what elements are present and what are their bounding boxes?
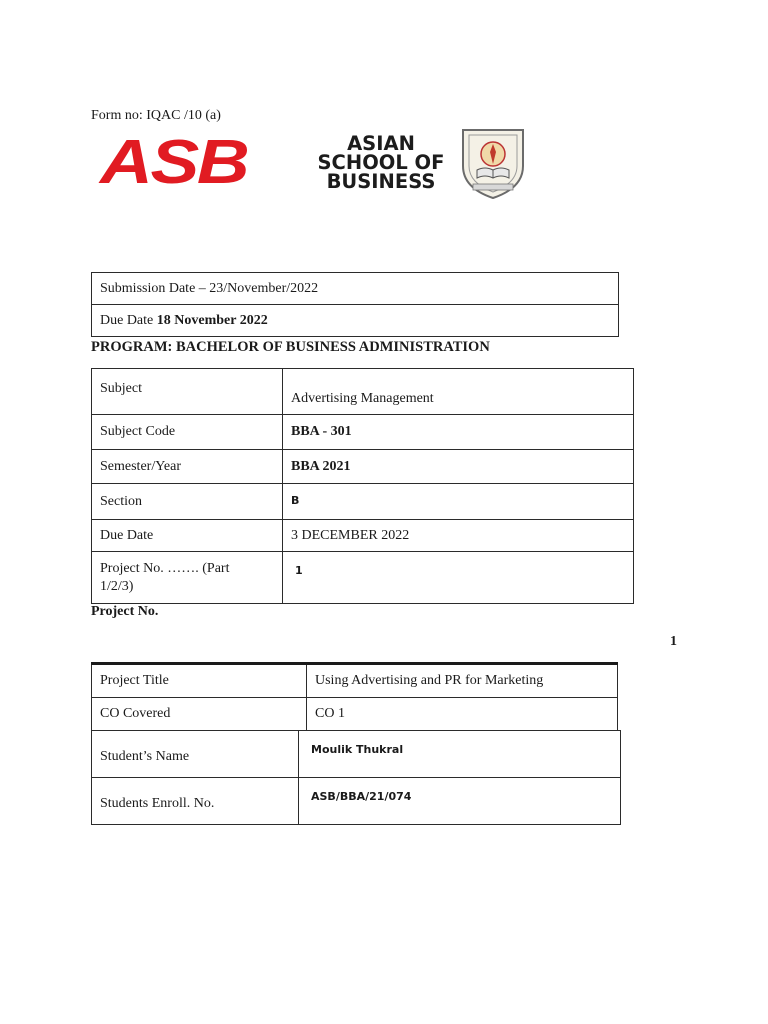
logo-name-line-3: BUSINESS: [326, 170, 436, 193]
student-name-label: Student’s Name: [92, 731, 299, 778]
due-date-label: Due Date: [100, 312, 157, 328]
program-title: PROGRAM: BACHELOR OF BUSINESS ADMINISTRATION: [91, 339, 490, 355]
project-number-value: 1: [283, 552, 634, 604]
table-row: [92, 484, 634, 520]
subject-code-label: Subject Code: [92, 415, 283, 450]
table-row: [92, 552, 634, 604]
logo-name-line-2: SCHOOL OF: [317, 151, 445, 174]
table-row: [92, 369, 634, 415]
due-date-cell: [92, 305, 619, 337]
enroll-number-value: ASB/BBA/21/074: [299, 778, 621, 825]
table-row: [92, 450, 634, 484]
table-row: [92, 698, 618, 731]
project-number-label-line-2: 1/2/3): [100, 579, 134, 594]
due-date-value: 3 DECEMBER 2022: [283, 520, 634, 552]
student-name-value: Moulik Thukral: [299, 731, 621, 778]
due-date-label: Due Date: [92, 520, 283, 552]
enroll-number-label: Students Enroll. No.: [92, 778, 299, 825]
logo-letters: ASB: [100, 128, 248, 197]
semester-label: Semester/Year: [92, 450, 283, 484]
project-number-heading: Project No.: [91, 604, 159, 619]
school-seal-icon: [455, 126, 531, 200]
submission-date: Submission Date – 23/November/2022: [92, 273, 619, 305]
details-table: [91, 368, 634, 604]
project-number-label: [92, 552, 283, 604]
submission-table: [91, 272, 619, 337]
co-covered-value: CO 1: [307, 698, 618, 731]
form-number: Form no: IQAC /10 (a): [91, 108, 221, 123]
subject-label: Subject: [92, 369, 283, 415]
project-title-label: Project Title: [92, 664, 307, 698]
logo-name-line-1: ASIAN: [347, 132, 415, 155]
table-row: [92, 778, 621, 825]
table-row: [92, 305, 619, 337]
project-table: [91, 662, 618, 731]
section-label: Section: [92, 484, 283, 520]
table-row: [92, 664, 618, 698]
section-value: B: [283, 484, 634, 520]
project-title-value: Using Advertising and PR for Marketing: [307, 664, 618, 698]
project-number-label-line-1: Project No. ……. (Part: [100, 561, 230, 576]
table-row: [92, 415, 634, 450]
due-date-value: 18 November 2022: [156, 312, 268, 328]
project-number-heading-value: 1: [670, 634, 677, 649]
table-row: [92, 273, 619, 305]
subject-value: Advertising Management: [283, 369, 634, 415]
student-table: [91, 730, 621, 825]
subject-code-value: BBA - 301: [283, 415, 634, 450]
co-covered-label: CO Covered: [92, 698, 307, 731]
table-row: [92, 731, 621, 778]
logo-school-name: [313, 134, 449, 191]
table-row: [92, 520, 634, 552]
asb-logo: [100, 126, 532, 202]
semester-value: BBA 2021: [283, 450, 634, 484]
